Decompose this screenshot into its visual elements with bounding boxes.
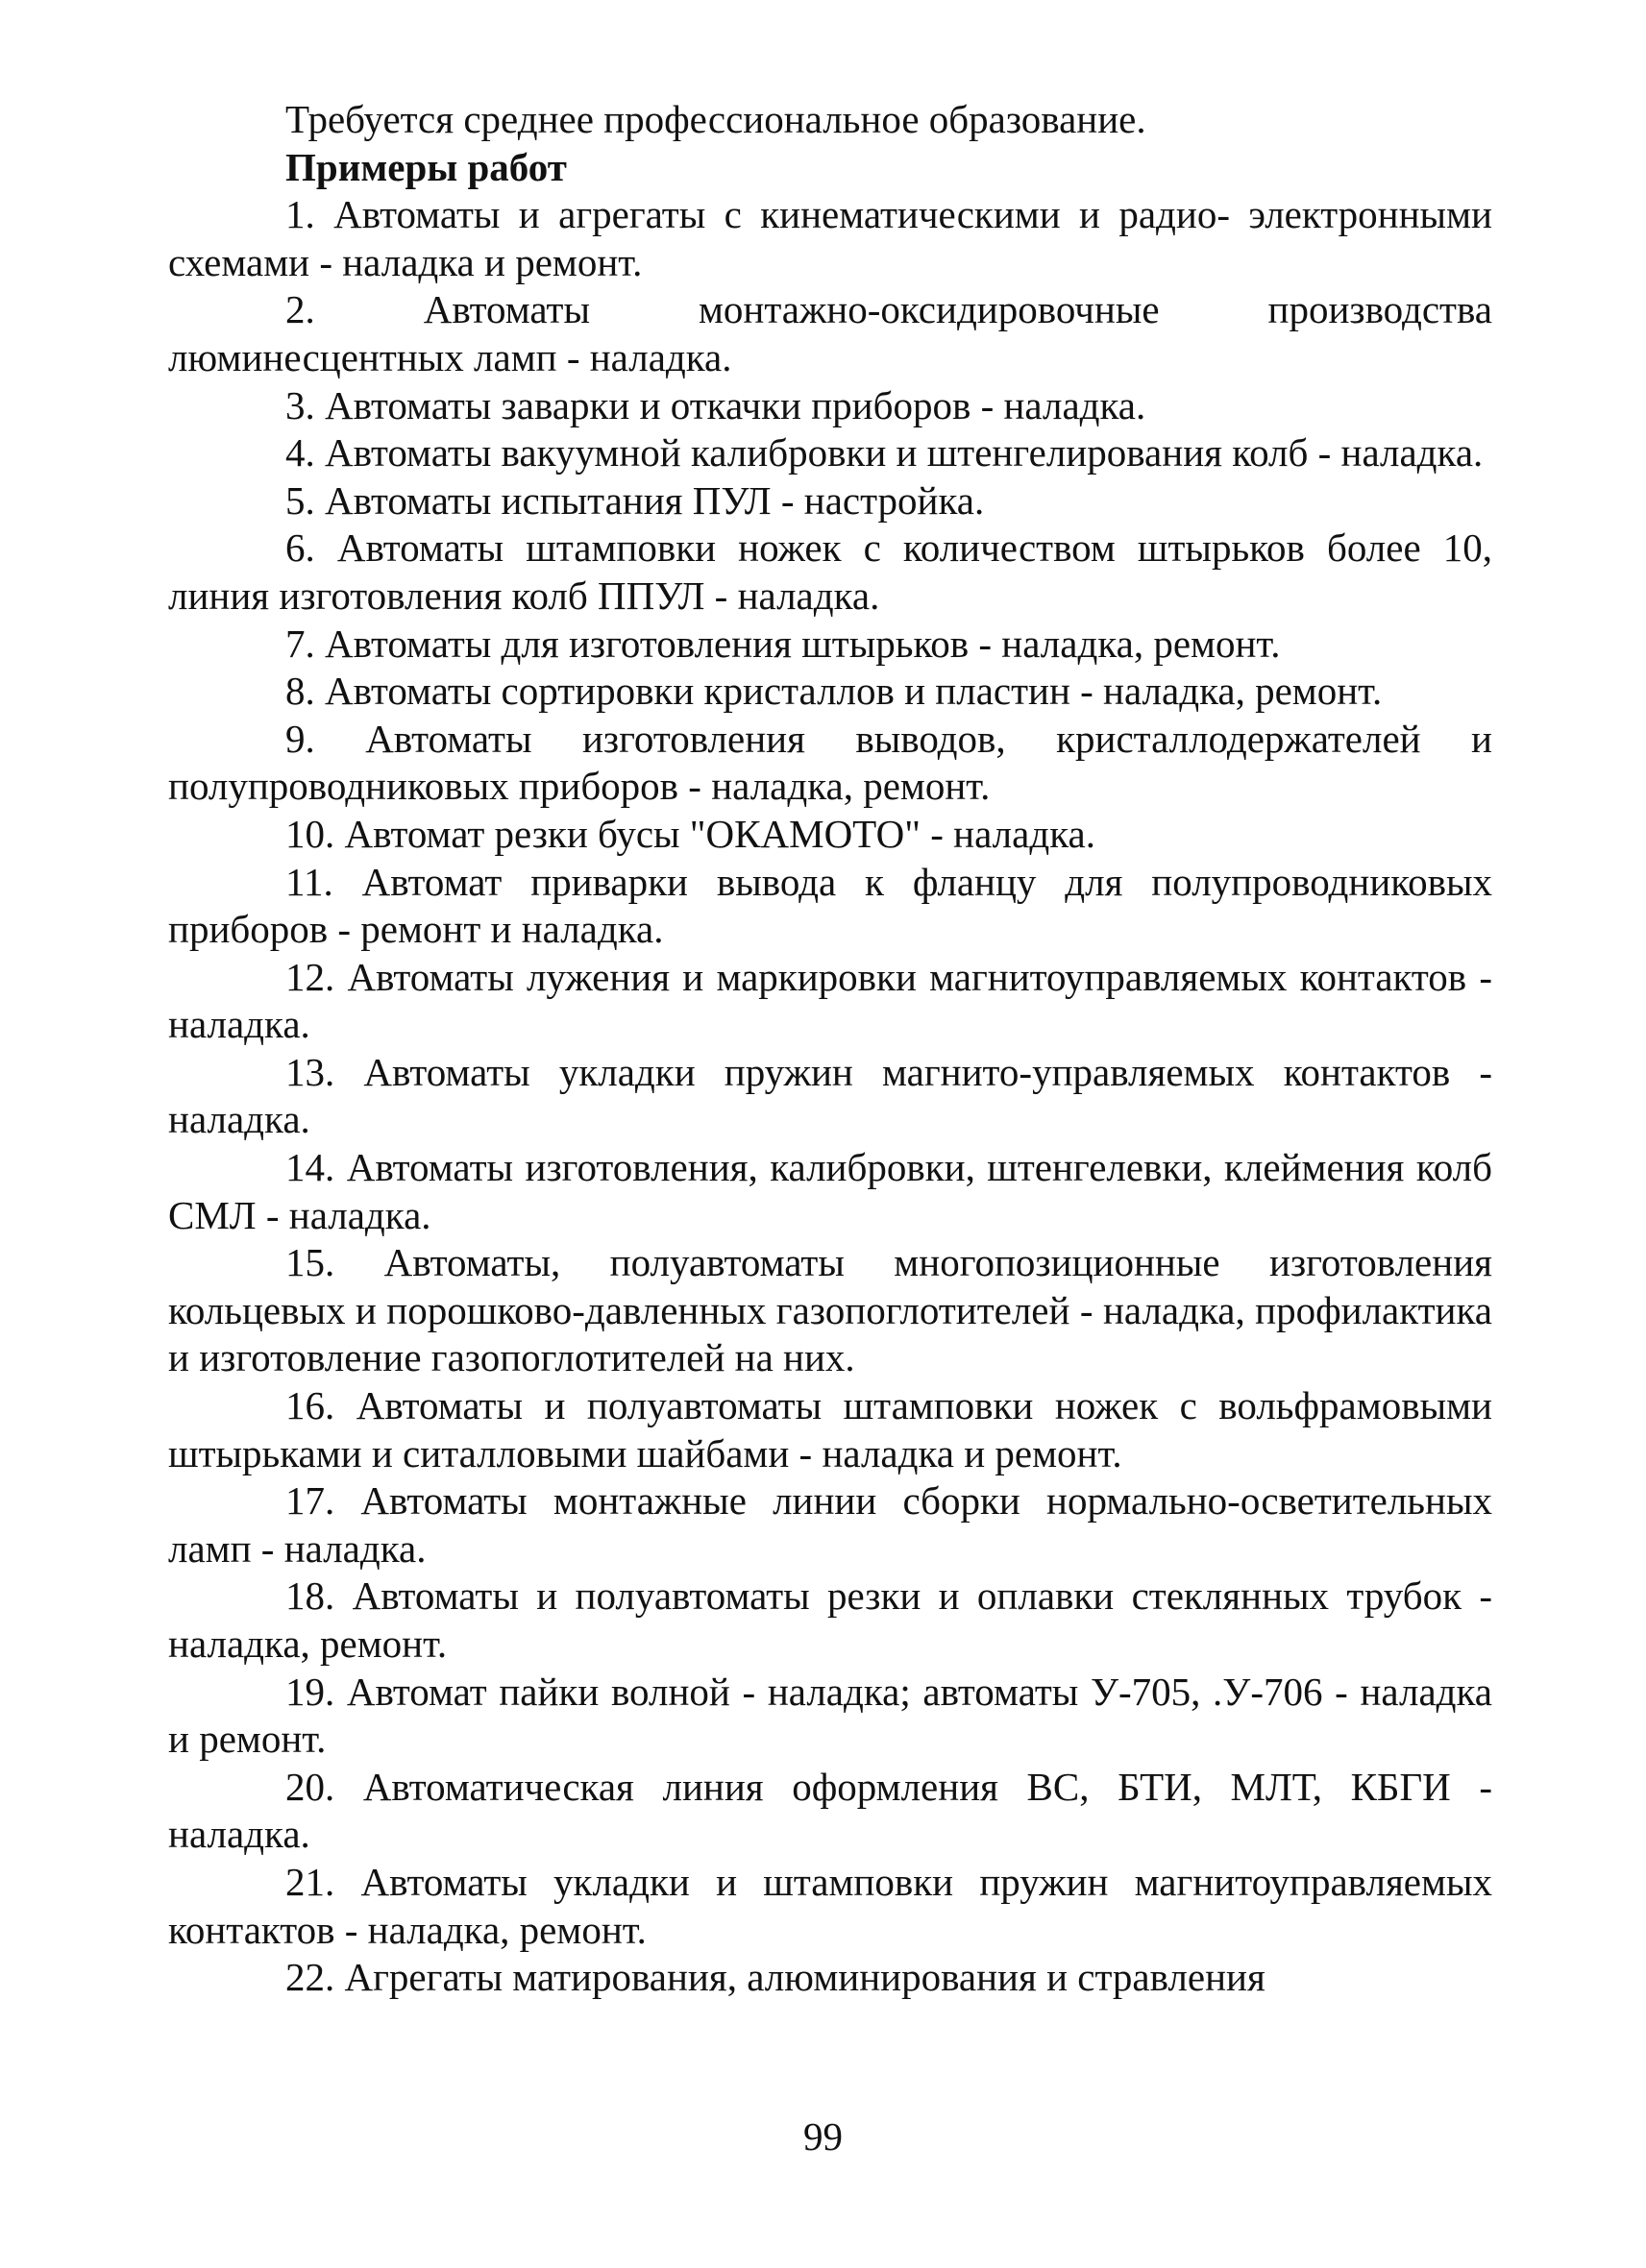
- list-item: 7. Автоматы для изготовления штырьков - наладка, ремонт.: [285, 621, 1281, 666]
- list-item: 6. Автоматы штамповки ножек с количеством штырьков более 10, линия изготовления колб ППУЛ - наладка.: [168, 525, 1492, 618]
- list-item: 18. Автоматы и полуавтоматы резки и оплавки стеклянных трубок - наладка, ремонт.: [168, 1573, 1492, 1666]
- intro-line: Требуется среднее профессиональное образование.: [285, 97, 1146, 141]
- list-item: 21. Автоматы укладки и штамповки пружин магнитоуправляемых контактов - наладка, ремонт.: [168, 1859, 1492, 1952]
- list-item: 1. Автоматы и агрегаты с кинематическими и радио- электронными схемами - наладка и ремонт.: [168, 192, 1492, 284]
- list-item: 11. Автомат приварки вывода к фланцу для полупроводниковых приборов - ремонт и наладка.: [168, 859, 1492, 952]
- section-heading: Примеры работ: [285, 144, 567, 189]
- list-item: 19. Автомат пайки волной - наладка; автоматы У-705, .У-706 - наладка и ремонт.: [168, 1669, 1492, 1762]
- page-body: [168, 96, 1492, 2002]
- list-item: 13. Автоматы укладки пружин магнито-управляемых контактов - наладка.: [168, 1049, 1492, 1142]
- list-item: 3. Автоматы заварки и откачки приборов - наладка.: [285, 382, 1146, 427]
- list-item: 22. Агрегаты матирования, алюминирования и стравления: [285, 1955, 1265, 2000]
- list-item: 10. Автомат резки бусы "ОКАМОТО" - наладка.: [285, 811, 1095, 856]
- list-item: 5. Автоматы испытания ПУЛ - настройка.: [285, 477, 985, 523]
- list-item: 2. Автоматы монтажно-оксидировочные производства люминесцентных ламп - наладка.: [168, 287, 1492, 379]
- page-number: 99: [803, 2114, 843, 2158]
- list-item: 9. Автоматы изготовления выводов, кристаллодержателей и полупроводниковых приборов - наладка, ремонт.: [168, 716, 1492, 809]
- list-item: 16. Автоматы и полуавтоматы штамповки ножек с вольфрамовыми штырьками и ситалловыми шайбами - наладка и ремонт.: [168, 1383, 1492, 1475]
- list-item: 8. Автоматы сортировки кристаллов и пластин - наладка, ремонт.: [285, 669, 1383, 714]
- list-item: 4. Автоматы вакуумной калибровки и штенгелирования колб - наладка.: [285, 430, 1484, 476]
- list-item: 12. Автоматы лужения и маркировки магнитоуправляемых контактов - наладка.: [168, 954, 1492, 1047]
- list-item: 17. Автоматы монтажные линии сборки нормально-осветительных ламп - наладка.: [168, 1478, 1492, 1571]
- list-item: 20. Автоматическая линия оформления ВС, БТИ, МЛТ, КБГИ - наладка.: [168, 1764, 1492, 1857]
- list-item: 15. Автоматы, полуавтоматы многопозиционные изготовления кольцевых и порошково-давленных газопоглотителей - наладка, профилактика и изготовление газопоглотителей на них.: [168, 1240, 1492, 1380]
- list-item: 14. Автоматы изготовления, калибровки, штенгелевки, клеймения колб СМЛ - наладка.: [168, 1145, 1492, 1237]
